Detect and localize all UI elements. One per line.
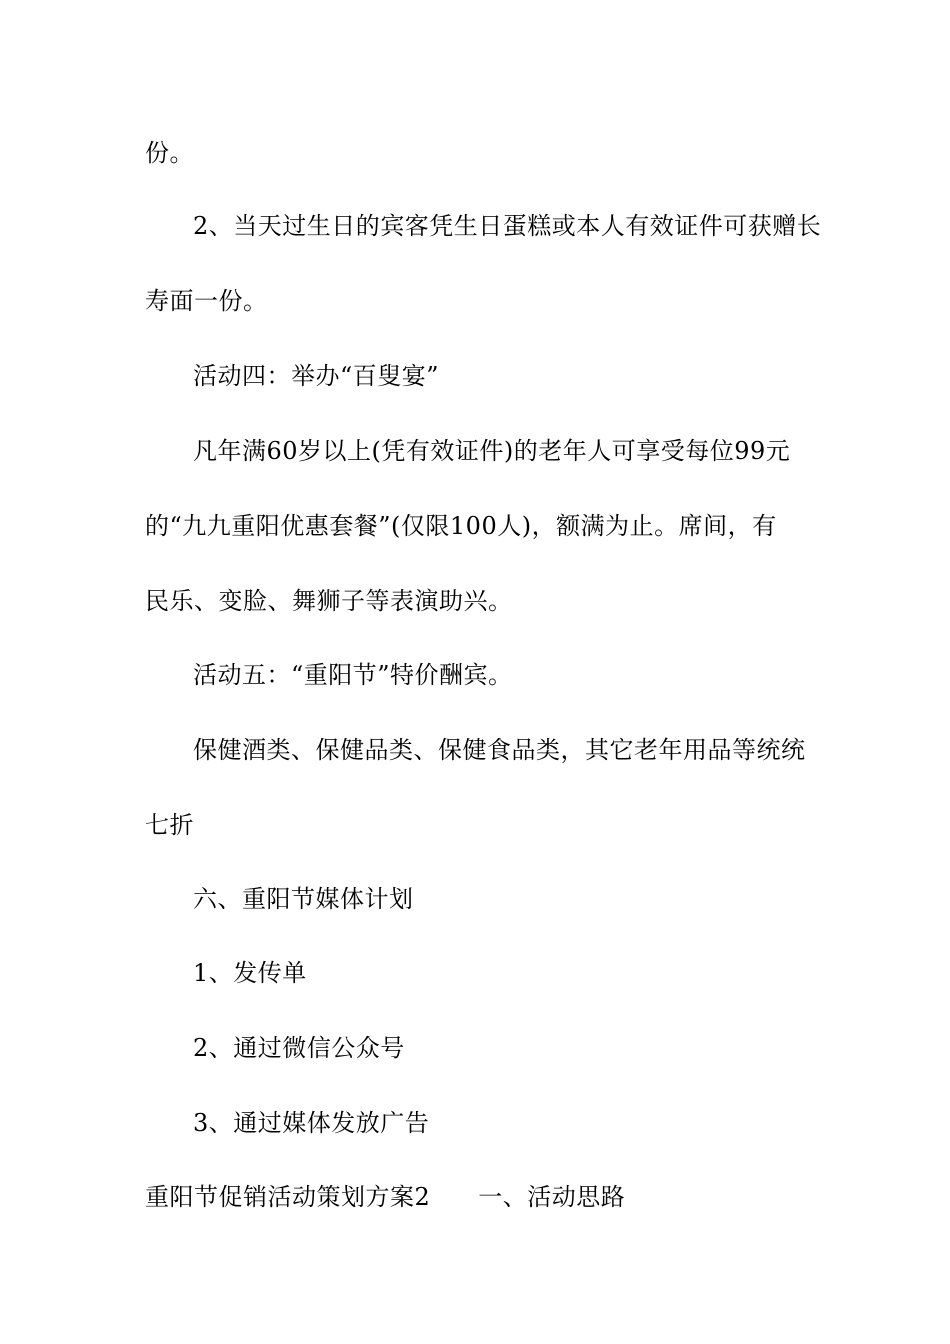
- section-heading: 一、活动思路: [478, 1183, 626, 1211]
- text-line-9: 保健酒类、保健品类、保健食品类，其它老年用品等统统: [193, 736, 806, 764]
- text-line-5: 凡年满60岁以上(凭有效证件)的老年人可享受每位99元: [193, 437, 791, 465]
- media-plan-heading: 六、重阳节媒体计划: [193, 885, 414, 913]
- media-item-3: 3、通过媒体发放广告: [193, 1109, 430, 1137]
- text-line-6: 的“九九重阳优惠套餐”(仅限100人)，额满为止。席间，有: [145, 512, 777, 540]
- media-item-1: 1、发传单: [193, 959, 307, 987]
- activity-four-heading: 活动四：举办“百叟宴”: [193, 362, 440, 390]
- text-line-3: 寿面一份。: [145, 287, 268, 315]
- text-line-7: 民乐、变脸、舞狮子等表演助兴。: [145, 587, 513, 615]
- plan-title: 重阳节促销活动策划方案2: [145, 1183, 431, 1211]
- text-line-2: 2、当天过生日的宾客凭生日蛋糕或本人有效证件可获赠长: [193, 212, 822, 240]
- text-line-10: 七折: [145, 811, 194, 839]
- activity-five-heading: 活动五：“重阳节”特价酬宾。: [193, 661, 513, 689]
- footer-line: [145, 1182, 625, 1212]
- text-line-1: 份。: [145, 139, 194, 167]
- media-item-2: 2、通过微信公众号: [193, 1034, 405, 1062]
